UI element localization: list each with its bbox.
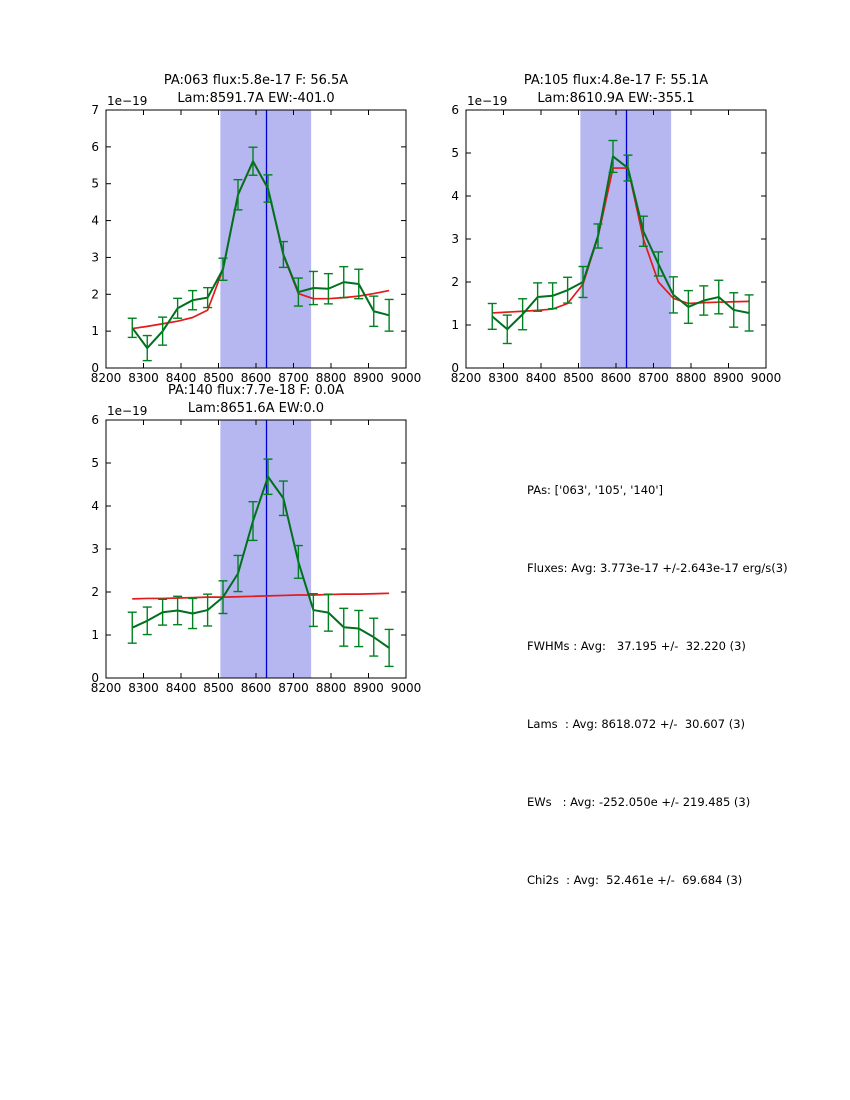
y-tick-label: 5	[91, 176, 99, 191]
x-tick-label: 8700	[638, 371, 669, 385]
stats-line-pas: PAs: ['063', '105', '140']	[527, 483, 664, 497]
x-tick-label: 8400	[165, 681, 197, 695]
x-tick-label: 8800	[315, 371, 347, 385]
x-tick-label: 8400	[165, 371, 197, 385]
stats-line-ews: EWs : Avg: -252.050e +/- 219.485 (3)	[527, 795, 751, 809]
stats-panel	[527, 425, 788, 945]
x-tick-label: 8900	[353, 371, 384, 385]
spectrum-plot-pa105	[411, 60, 791, 395]
plot-title-line2: Lam:8591.7A EW:-401.0	[177, 91, 335, 106]
plot-title-line1: PA:105 flux:4.8e-17 F: 55.1A	[523, 73, 709, 88]
stats-line-chi2s: Chi2s : Avg: 52.461e +/- 69.684 (3)	[527, 873, 743, 887]
x-tick-label: 8600	[240, 681, 272, 695]
x-tick-label: 8600	[240, 371, 272, 385]
x-tick-label: 9000	[390, 371, 422, 385]
y-tick-label: 0	[451, 361, 459, 375]
y-tick-label: 1	[91, 628, 99, 642]
y-axis-offset-label: 1e−19	[107, 404, 148, 418]
y-tick-label: 7	[91, 103, 99, 117]
y-axis-offset-label: 1e−19	[107, 94, 148, 108]
stats-line-fwhms: FWHMs : Avg: 37.195 +/- 32.220 (3)	[527, 639, 746, 653]
y-tick-label: 1	[91, 324, 99, 339]
plot-title-line1: PA:063 flux:5.8e-17 F: 56.5A	[163, 73, 349, 88]
y-tick-label: 2	[91, 585, 99, 599]
stats-line-lams: Lams : Avg: 8618.072 +/- 30.607 (3)	[527, 717, 746, 731]
y-axis-offset-label: 1e−19	[467, 94, 508, 108]
x-tick-label: 8900	[353, 681, 384, 695]
y-tick-label: 3	[91, 250, 99, 265]
y-tick-label: 0	[91, 361, 99, 375]
x-tick-label: 8700	[278, 371, 309, 385]
x-tick-label: 8700	[278, 681, 309, 695]
x-tick-label: 8800	[675, 371, 707, 385]
y-tick-label: 5	[451, 146, 459, 160]
stats-line-fluxes: Fluxes: Avg: 3.773e-17 +/-2.643e-17 erg/s(3)	[527, 561, 788, 575]
x-tick-label: 8300	[128, 681, 159, 695]
x-tick-label: 8200	[90, 681, 122, 695]
plot-title-line1: PA:140 flux:7.7e-18 F: 0.0A	[167, 383, 345, 398]
y-tick-label: 6	[91, 139, 99, 154]
plot-area	[91, 103, 422, 385]
spectrum-plot-pa063	[51, 60, 431, 395]
y-tick-label: 3	[451, 232, 459, 246]
x-tick-label: 8500	[563, 371, 594, 385]
y-tick-label: 2	[91, 287, 99, 302]
y-tick-label: 4	[451, 189, 459, 203]
spectrum-plot-pa140	[51, 370, 431, 705]
fit-window-band	[580, 110, 671, 368]
y-tick-label: 4	[91, 213, 99, 228]
x-tick-label: 8500	[203, 371, 234, 385]
y-tick-label: 4	[91, 499, 99, 513]
y-tick-label: 6	[451, 103, 459, 117]
y-tick-label: 1	[451, 318, 459, 332]
plot-title-line2: Lam:8610.9A EW:-355.1	[537, 91, 695, 106]
y-tick-label: 2	[451, 275, 459, 289]
x-tick-label: 8300	[128, 371, 159, 385]
plot-area	[451, 103, 782, 385]
x-tick-label: 9000	[750, 371, 782, 385]
plot-area	[91, 413, 422, 695]
fit-window-band	[220, 110, 311, 368]
x-tick-label: 8900	[713, 371, 744, 385]
x-tick-label: 9000	[390, 681, 422, 695]
plot-title-line2: Lam:8651.6A EW:0.0	[187, 401, 325, 416]
y-tick-label: 5	[91, 456, 99, 470]
x-tick-label: 8800	[315, 681, 347, 695]
y-tick-label: 3	[91, 542, 99, 556]
x-tick-label: 8500	[203, 681, 234, 695]
x-tick-label: 8200	[450, 371, 482, 385]
x-tick-label: 8300	[488, 371, 519, 385]
y-tick-label: 0	[91, 671, 99, 685]
x-tick-label: 8200	[90, 371, 122, 385]
x-tick-label: 8400	[525, 371, 557, 385]
x-tick-label: 8600	[600, 371, 632, 385]
y-tick-label: 6	[91, 413, 99, 427]
